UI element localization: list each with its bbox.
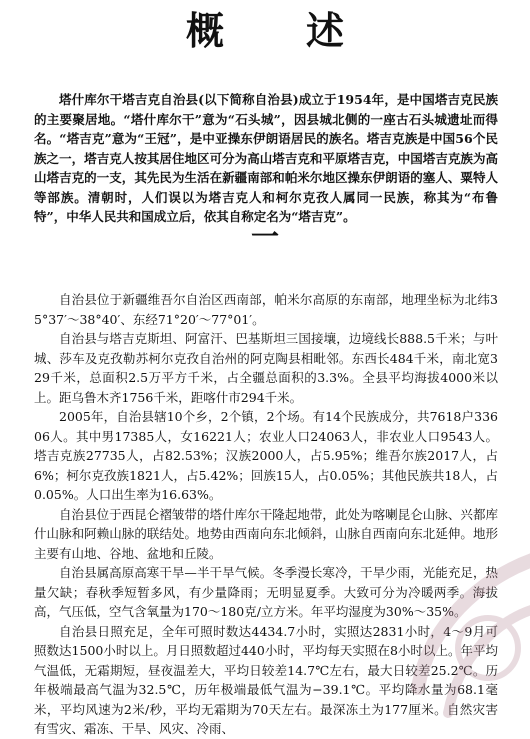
intro-paragraph: 塔什库尔干塔吉克自治县(以下简称自治县)成立于1954年，是中国塔吉克民族的主要聚居地。“塔什库尔干”意为“石头城”，因县城北侧的一座古石头城遗址而得名。“塔吉克”意为“王冠”，是中亚操东伊朗语居民的族名。塔吉克族是中国56个民族之一，塔吉克人按其居住地区可分为高山塔吉克和平原塔吉克，中国塔吉克族为高山塔吉克的一支，其先民为生活在新疆南部和帕米尔地区操东伊朗语的塞人、粟特人等部族。清朝时，人们误以为塔吉克人和柯尔克孜人属同一民族，称其为“布鲁特”，中华人民共和国成立后，依其自称定名为“塔吉克”。: [34, 92, 498, 224]
intro-section: [34, 90, 498, 227]
paragraph-sunshine: 自治县日照充足，全年可照时数达4434.7小时，实照达2831小时，4～9月可照数达1500小时以上。月日照数超过440小时，平均每天实照在8小时以上。年平均气温低，无霜期短，昼夜温差大，平均日较差14.7℃左右，最大日较差25.2℃。历年极端最高气温为32.5℃，历年极端最低气温为−39.1℃。平均降水量为68.1毫米，平均风速为2米/秒，平均无霜期为70天左右。最深冻土为177厘米。自然灾害有雪灾、霜冻、干旱、风灾、冷雨、: [34, 623, 498, 736]
paragraph-population: 2005年，自治县辖10个乡，2个镇，2个场。有14个民族成分，共7618户33606人。其中男17385人，女16221人；农业人口24063人，非农业人口9543人。塔吉克族27735人，占82.53%；汉族2000人，占5.95%；维吾尔族2017人，占6%；柯尔克孜族1821人，占5.42%；回族15人，占0.05%；其他民族共18人，占0.05%。人口出生率为16.63%。: [34, 409, 498, 502]
paragraph-borders: 自治县与塔吉克斯坦、阿富汗、巴基斯坦三国接壤，边境线长888.5千米；与叶城、莎车及克孜勒苏柯尔克孜自治州的阿克陶县相毗邻。东西长484千米，南北宽329千米，总面积2.5万平方千米，占全疆总面积的3.3%。全县平均海拔4000米以上。距乌鲁木齐1756千米，距喀什市294千米。: [34, 331, 498, 405]
paragraph-location: 自治县位于新疆维吾尔自治区西南部，帕米尔高原的东南部，地理坐标为北纬35°37′～38°40′、东经71°20′～77°01′。: [34, 292, 498, 327]
section-heading: 一: [250, 220, 279, 253]
page-title: 概 述: [185, 9, 366, 53]
paragraph-climate: 自治县属高原高寒干旱—半干旱气候。冬季漫长寒冷，干旱少雨，光能充足，热量欠缺；春秋季短暂多风，有少量降雨；无明显夏季。大致可分为冷暖两季。海拔高，气压低，空气含氧量为170～180克/立方米。年平均湿度为30%～35%。: [34, 565, 498, 619]
body-text: [34, 290, 498, 739]
paragraph-geology: 自治县位于西昆仑褶皱带的塔什库尔干隆起地带，此处为喀喇昆仑山脉、兴都库什山脉和阿赖山脉的联结处。地势由西南向东北倾斜，山脉自西南向东北延伸。地形主要有山地、谷地、盆地和丘陵。: [34, 506, 498, 561]
